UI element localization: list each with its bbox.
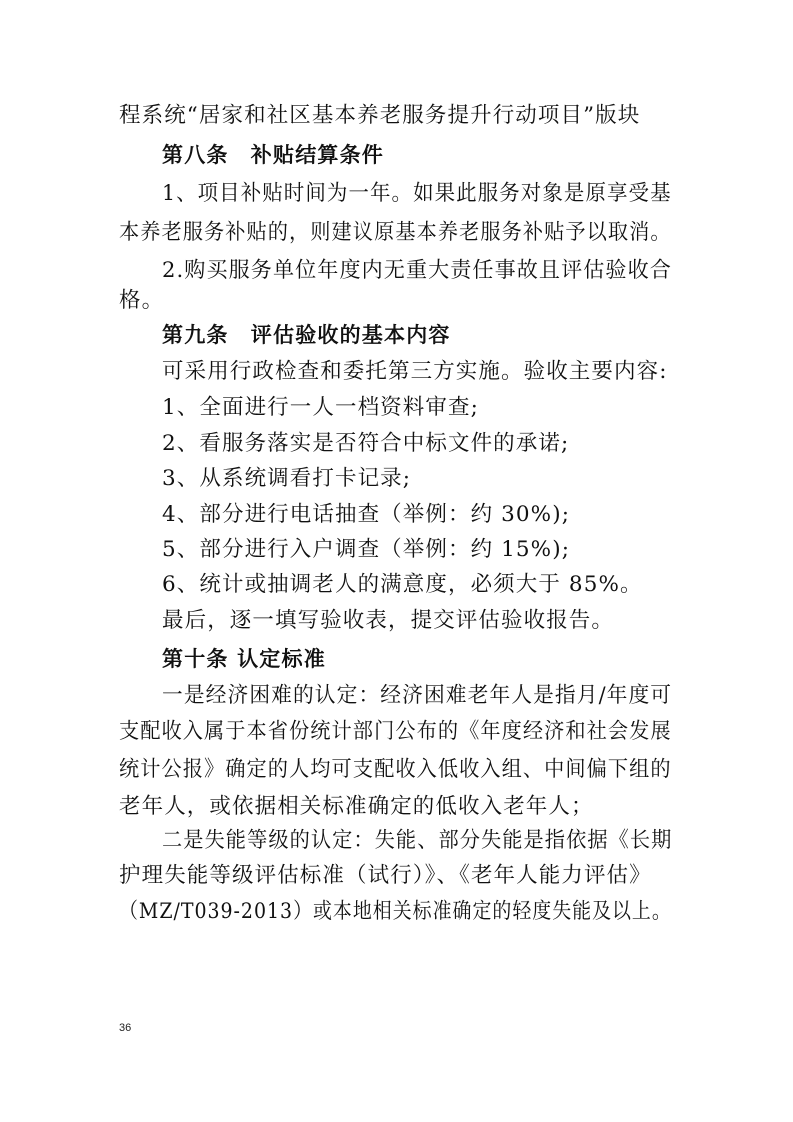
text-line: 可采用行政检查和委托第三方实施。验收主要内容:: [162, 359, 668, 384]
page-number: 36: [119, 1022, 132, 1034]
list-item: 3、从系统调看打卡记录;: [162, 466, 412, 491]
text-line: 支配收入属于本省份统计部门公布的《年度经济和社会发展: [119, 719, 672, 744]
list-item: 4、部分进行电话抽查（举例：约 30%);: [162, 502, 571, 527]
text-line: （MZ/T039-2013）或本地相关标准确定的轻度失能及以上。: [119, 899, 672, 924]
section-heading-article-8: 第八条 补贴结算条件: [162, 143, 384, 167]
text-line: 程系统“居家和社区基本养老服务提升行动项目”版块: [119, 103, 641, 128]
list-item: 1、全面进行一人一档资料审查;: [162, 395, 479, 420]
text-line: 本养老服务补贴的，则建议原基本养老服务补贴予以取消。: [119, 220, 672, 245]
text-line: 一是经济困难的认定：经济困难老年人是指月/年度可: [162, 683, 673, 708]
section-heading-article-10: 第十条 认定标准: [162, 647, 326, 671]
text-line: 最后，逐一填写验收表，提交评估验收报告。: [162, 608, 615, 633]
text-line: 护理失能等级评估标准（试行）》、《老年人能力评估》: [119, 863, 652, 888]
list-item: 2、看服务落实是否符合中标文件的承诺;: [162, 431, 570, 456]
text-line: 老年人，或依据相关标准确定的低收入老年人；: [119, 794, 594, 819]
text-line: 格。: [119, 288, 165, 313]
text-line: 2.购买服务单位年度内无重大责任事故且评估验收合: [162, 258, 672, 283]
list-item: 5、部分进行入户调查（举例：约 15%);: [162, 537, 571, 562]
text-line: 1、项目补贴时间为一年。如果此服务对象是原享受基: [162, 181, 672, 206]
section-heading-article-9: 第九条 评估验收的基本内容: [162, 323, 451, 347]
text-line: 统计公报》确定的人均可支配收入低收入组、中间偏下组的: [119, 757, 672, 782]
text-line: 二是失能等级的认定：失能、部分失能是指依据《长期: [162, 828, 673, 853]
list-item: 6、统计或抽调老人的满意度，必须大于 85%。: [162, 572, 643, 597]
